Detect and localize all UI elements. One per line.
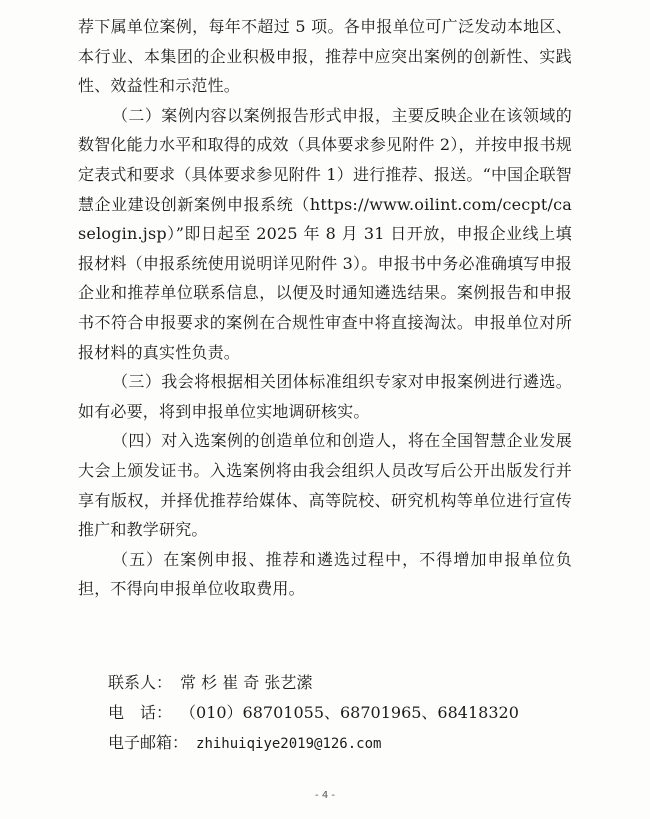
contact-phone-line	[108, 698, 568, 728]
document-body	[78, 12, 572, 604]
paragraph-section-5: （五）在案例申报、推荐和遴选过程中，不得增加申报单位负担，不得向申报单位收取费用。	[78, 549, 572, 599]
contact-phone: （010）68701055、68701965、68418320	[180, 703, 519, 722]
contact-people-line	[108, 668, 568, 698]
paragraph-recommend-limit: 荐下属单位案例，每年不超过 5 项。各申报单位可广泛发动本地区、本行业、本集团的企业积极申报，推荐中应突出案例的创新性、实践性、效益性和示范性。	[78, 17, 572, 96]
paragraph-section-3: （三）我会将根据相关团体标准组织专家对申报案例进行遴选。如有必要，将到申报单位实地调研核实。	[78, 372, 572, 421]
paragraph-section-2: （二）案例内容以案例报告形式申报，主要反映企业在该领域的数智化能力水平和取得的成效（具体要求参见附件 2），并按申报书规定表式和要求（具体要求参见附件 1）进行推荐、报送。“中国企联智慧企业建设创新案例申报系统（https://www.oilint.com/cecpt/caselogin.jsp）”即日起至 2025 年 8 月 31 日开放，申报企业线上填报材料（申报系统使用说明详见附件 3）。申报书中务必准确填写申报企业和推荐单位联系信息，以便及时通知遴选结果。案例报告和申报书不符合申报要求的案例在合规性审查中将直接淘汰。申报单位对所报材料的真实性负责。	[78, 105, 572, 362]
contact-email: zhihuiqiye2019@126.com	[196, 736, 382, 752]
contact-phone-label: 电 话：	[108, 703, 173, 722]
contact-email-label: 电子邮箱：	[108, 733, 189, 752]
contact-people: 常 杉 崔 奇 张艺潆	[180, 673, 313, 692]
paragraph-section-4: （四）对入选案例的创造单位和创造人，将在全国智慧企业发展大会上颁发证书。入选案例将由我会组织人员改写后公开出版发行并享有版权，并择优推荐给媒体、高等院校、研究机构等单位进行宣传推广和教学研究。	[78, 431, 572, 540]
contact-block	[108, 668, 568, 758]
page-number: - 4 -	[315, 790, 335, 801]
contact-people-label: 联系人：	[108, 673, 173, 692]
contact-email-line	[108, 728, 568, 758]
